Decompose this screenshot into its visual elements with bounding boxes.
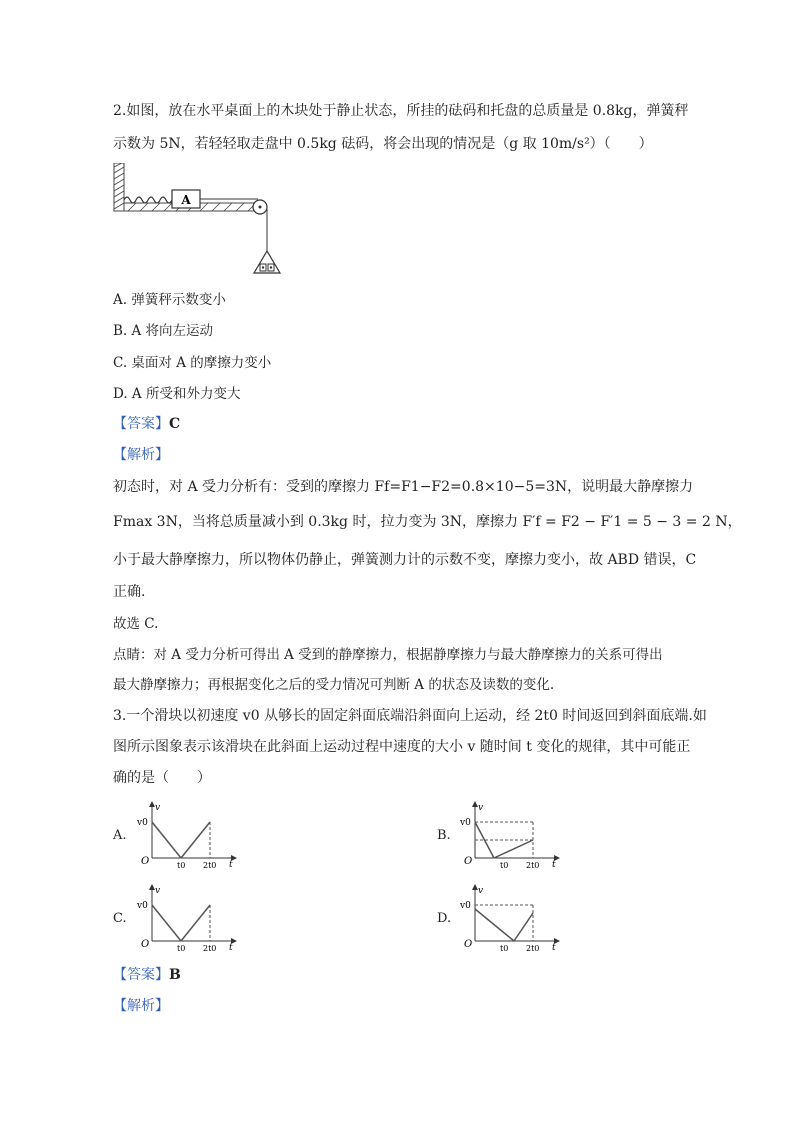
q3-stem-line1: 3.一个滑块以初速度 v0 从够长的固定斜面底端沿斜面向上运动，经 2t0 时间返回到斜面底端.如	[113, 708, 707, 724]
q2-option-b: B. A 将向左运动	[113, 323, 214, 339]
axis-2t0: 2t0	[526, 944, 540, 953]
q3-graph-b	[459, 800, 569, 870]
answer-tag: 【答案】	[113, 967, 169, 983]
q3-graph-c	[136, 883, 246, 953]
axis-origin: O	[141, 856, 150, 867]
q2-comment-line2: 最大静摩擦力；再根据变化之后的受力情况可判断 A 的状态及读数的变化.	[113, 677, 555, 693]
q3-analysis-tag: 【解析】	[113, 998, 169, 1014]
q2-conclusion: 故选 C.	[113, 616, 159, 632]
q2-answer	[113, 414, 180, 434]
axis-2t0: 2t0	[526, 861, 540, 870]
axis-v: v	[155, 803, 161, 813]
axis-v0: v0	[137, 818, 148, 828]
q2-analysis-line4: 正确.	[113, 584, 146, 600]
axis-t0: t0	[500, 861, 509, 870]
axis-t: t	[229, 860, 233, 870]
answer-value: C	[169, 416, 181, 432]
block-a-label: A	[181, 193, 191, 207]
axis-t: t	[229, 943, 233, 953]
q2-figure	[112, 163, 292, 278]
q3-graph-a	[136, 800, 246, 870]
axis-v0: v0	[460, 818, 471, 828]
q3-option-d-label: D.	[437, 911, 452, 926]
q2-analysis-tag: 【解析】	[113, 447, 169, 463]
q2-comment-line1: 点睛：对 A 受力分析可得出 A 受到的静摩擦力，根据静摩擦力与最大静摩擦力的关系可得出	[113, 647, 663, 663]
q2-stem-line2: 示数为 5N，若轻轻取走盘中 0.5kg 砝码，将会出现的情况是（g 取 10m/s²）（ ）	[113, 136, 653, 152]
q3-option-b-label: B.	[437, 828, 451, 843]
axis-t: t	[552, 943, 556, 953]
axis-t0: t0	[177, 861, 186, 870]
axis-2t0: 2t0	[203, 944, 217, 953]
axis-2t0: 2t0	[203, 861, 217, 870]
axis-origin: O	[464, 939, 473, 950]
axis-v0: v0	[460, 901, 471, 911]
weight-pan-icon	[254, 251, 280, 273]
answer-value: B	[169, 967, 181, 983]
q3-option-c-label: C.	[113, 911, 127, 926]
axis-t: t	[552, 860, 556, 870]
axis-v: v	[478, 803, 484, 813]
q2-option-d: D. A 所受和外力变大	[113, 386, 241, 402]
answer-tag: 【答案】	[113, 416, 169, 432]
q2-option-a: A. 弹簧秤示数变小	[113, 292, 226, 308]
axis-t0: t0	[177, 944, 186, 953]
q2-analysis-line3: 小于最大静摩擦力，所以物体仍静止，弹簧测力计的示数不变，摩擦力变小，故 ABD 错误，C	[113, 552, 697, 568]
q2-stem-line1: 2.如图，放在水平桌面上的木块处于静止状态，所挂的砝码和托盘的总质量是 0.8kg，弹簧秤	[113, 103, 689, 119]
axis-v: v	[478, 886, 484, 896]
q2-analysis-line1: 初态时，对 A 受力分析有：受到的摩擦力 Ff=F1−F2=0.8×10−5=3N，说明最大静摩擦力	[113, 479, 694, 495]
axis-v: v	[155, 886, 161, 896]
q2-option-c: C. 桌面对 A 的摩擦力变小	[113, 355, 272, 371]
axis-v0: v0	[137, 901, 148, 911]
axis-t0: t0	[500, 944, 509, 953]
q2-analysis-line2: Fmax 3N，当将总质量减小到 0.3kg 时，拉力变为 3N，摩擦力 F′f = F2 − F′1 = 5 − 3 = 2 N，	[113, 514, 742, 530]
q3-stem-line3: 确的是（ ）	[113, 770, 211, 786]
q3-stem-line2: 图所示图象表示该滑块在此斜面上运动过程中速度的大小 v 随时间 t 变化的规律，其中可能正	[113, 739, 691, 755]
q3-option-a-label: A.	[113, 828, 127, 843]
axis-origin: O	[464, 856, 473, 867]
spring-icon	[124, 197, 176, 203]
q3-answer	[113, 965, 181, 985]
axis-origin: O	[141, 939, 150, 950]
q3-graph-d	[459, 883, 569, 953]
